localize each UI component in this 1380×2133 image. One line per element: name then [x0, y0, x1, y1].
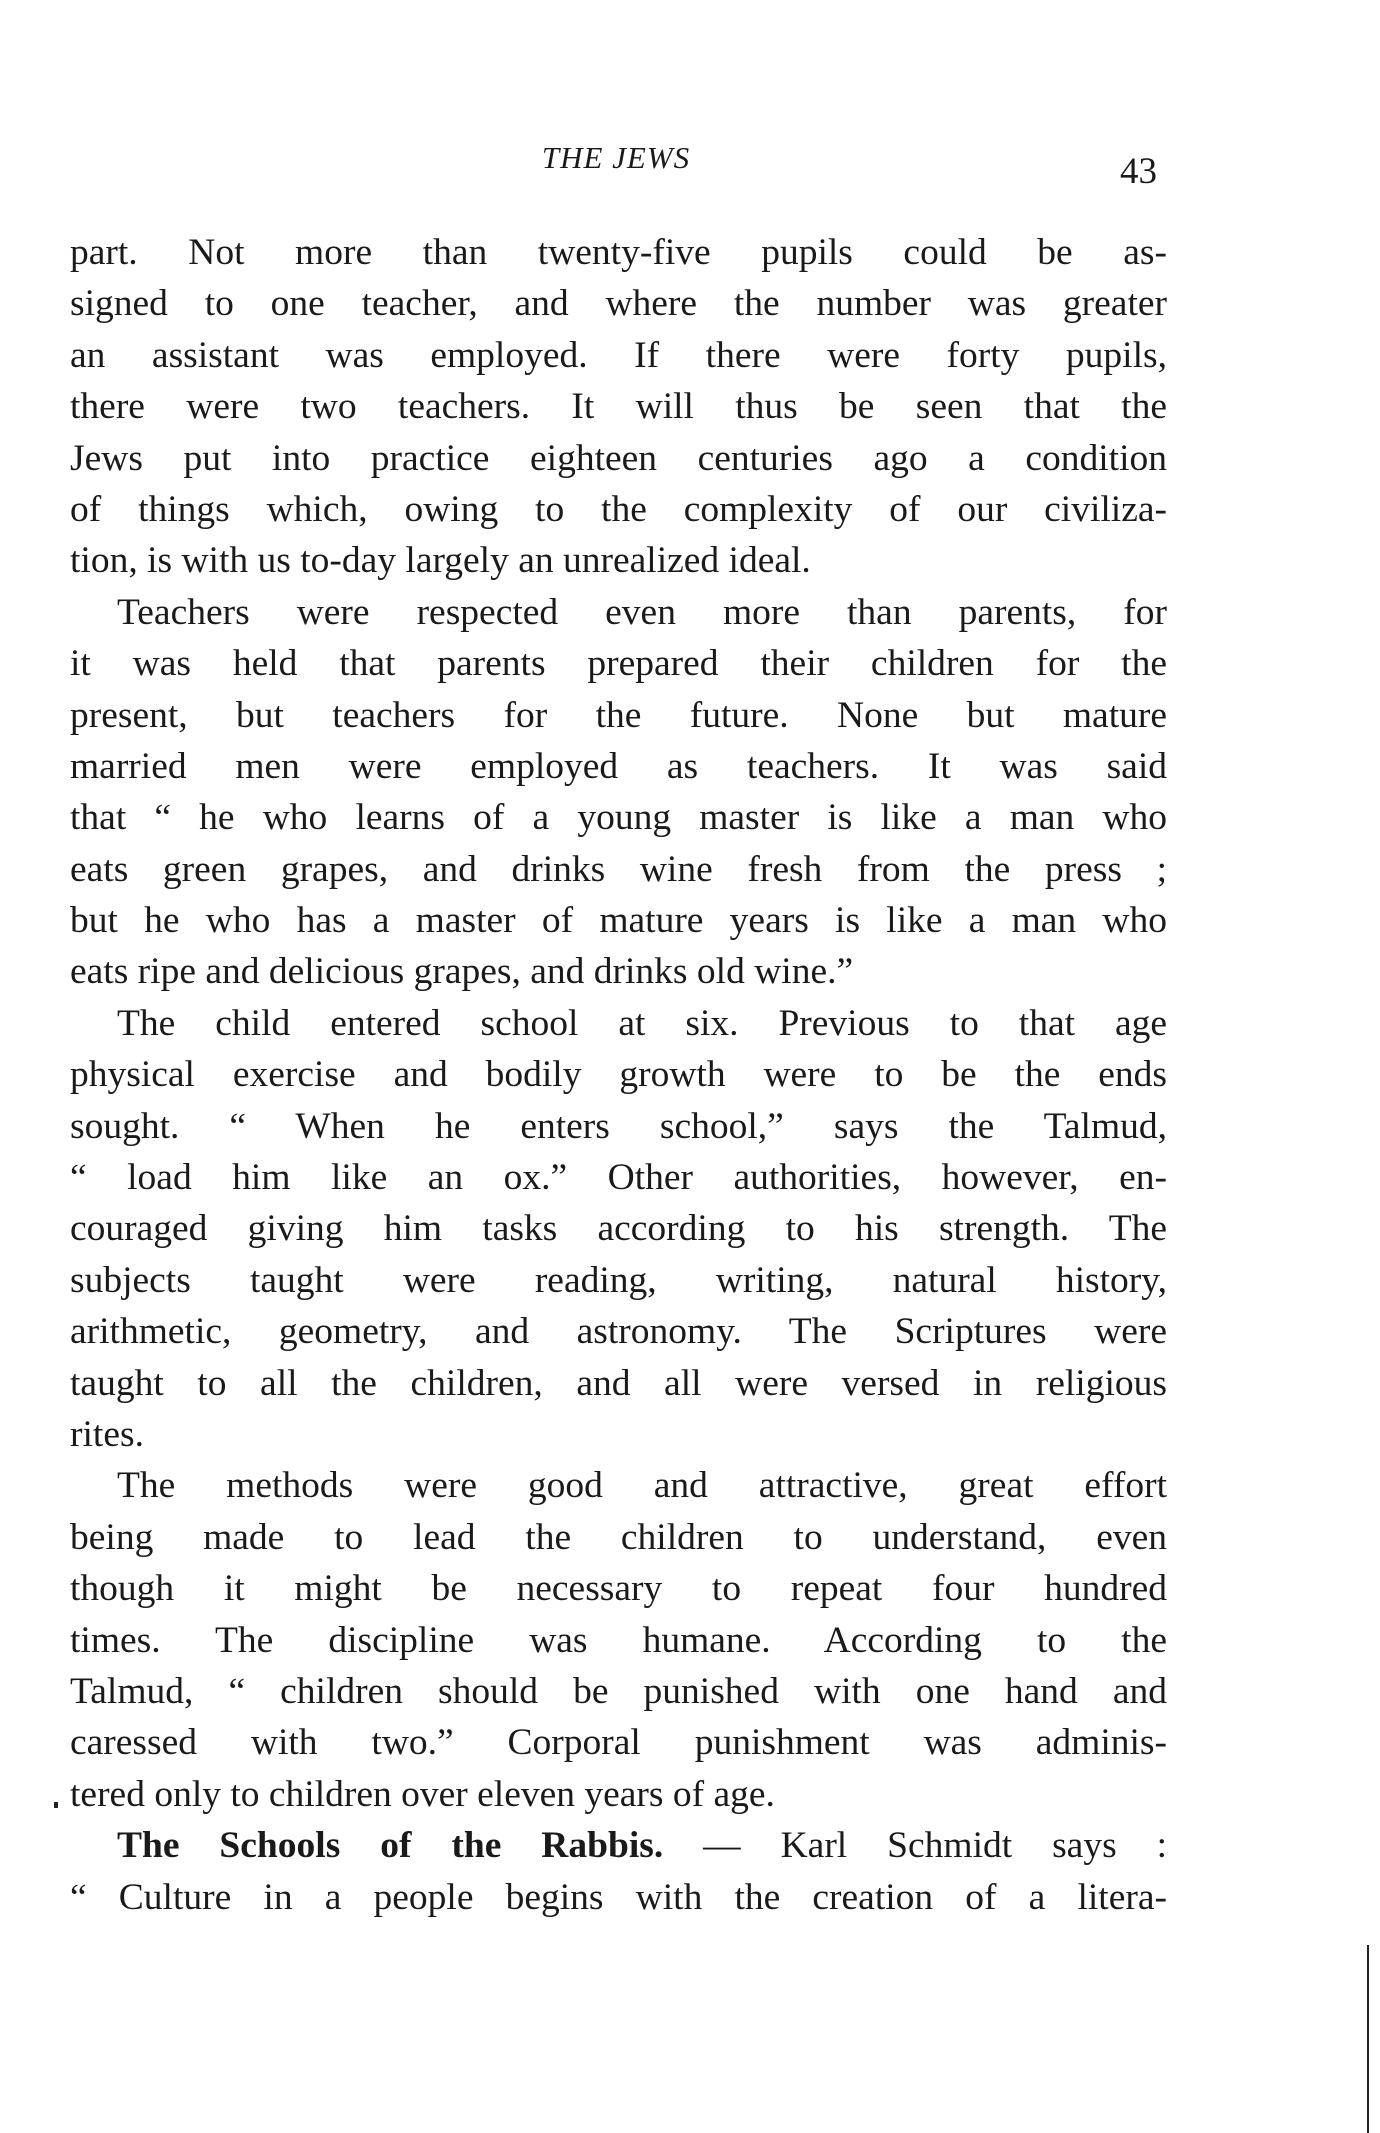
text-line: sought. “ When he enters school,” says the Talmud, [70, 1105, 1167, 1147]
text-line: signed to one teacher, and where the number was greater [70, 283, 1167, 325]
scan-speck [54, 1802, 58, 1808]
text-line: eats ripe and delicious grapes, and drinks old wine.” [70, 951, 854, 993]
text-line: though it might be necessary to repeat four hundred [70, 1568, 1167, 1610]
paragraph [70, 587, 1167, 998]
text-line: caressed with two.” Corporal punishment was adminis- [70, 1722, 1167, 1764]
text-line: tered only to children over eleven years of age. [70, 1773, 775, 1815]
text-line: couraged giving him tasks according to his strength. The [70, 1208, 1167, 1250]
page-body [70, 227, 1167, 1923]
text-line: present, but teachers for the future. None but mature [70, 694, 1167, 736]
page-number: 43 [1120, 151, 1157, 192]
text-line: of things which, owing to the complexity of our civiliza- [70, 488, 1167, 530]
text-line: The child entered school at six. Previous to that age [117, 1002, 1167, 1044]
text-line: rites. [70, 1413, 144, 1455]
paragraph [70, 1820, 1167, 1923]
paragraph [70, 227, 1167, 587]
scan-edge-line [1367, 1945, 1369, 2133]
text-line: Talmud, “ children should be punished with one hand and [70, 1670, 1167, 1712]
paragraph [70, 1460, 1167, 1820]
text-line: being made to lead the children to understand, even [70, 1516, 1167, 1558]
text-line: but he who has a master of mature years is like a man who [70, 900, 1167, 942]
text-line: Jews put into practice eighteen centuries ago a condition [70, 437, 1167, 479]
text-line: it was held that parents prepared their children for the [70, 643, 1167, 685]
text-line: times. The discipline was humane. According to the [70, 1619, 1167, 1661]
text-line: Teachers were respected even more than parents, for [117, 591, 1167, 633]
text-line: “ Culture in a people begins with the creation of a litera- [70, 1876, 1167, 1918]
text-line: married men were employed as teachers. It was said [70, 745, 1167, 787]
text-line: The methods were good and attractive, great effort [117, 1465, 1167, 1507]
running-title: THE JEWS [541, 140, 691, 175]
text-line: physical exercise and bodily growth were to be the ends [70, 1054, 1167, 1096]
text-line: subjects taught were reading, writing, natural history, [70, 1259, 1167, 1301]
text-line: an assistant was employed. If there were forty pupils, [70, 334, 1167, 376]
text-line: tion, is with us to-day largely an unrealized ideal. [70, 540, 811, 582]
text-line: “ load him like an ox.” Other authorities, however, en- [70, 1157, 1167, 1199]
paragraph [70, 998, 1167, 1461]
text-line: arithmetic, geometry, and astronomy. The Scriptures were [70, 1311, 1167, 1353]
text-line: that “ he who learns of a young master is like a man who [70, 797, 1167, 839]
text-line: eats green grapes, and drinks wine fresh from the press ; [70, 848, 1167, 890]
text-line-rest: — Karl Schmidt says : [703, 1825, 1167, 1867]
text-line: taught to all the children, and all were versed in religious [70, 1362, 1167, 1404]
text-line: part. Not more than twenty-five pupils could be as- [70, 232, 1167, 273]
section-heading: The Schools of the Rabbis. [117, 1825, 664, 1867]
text-line: there were two teachers. It will thus be seen that the [70, 386, 1167, 428]
text-line [70, 1820, 1167, 1871]
